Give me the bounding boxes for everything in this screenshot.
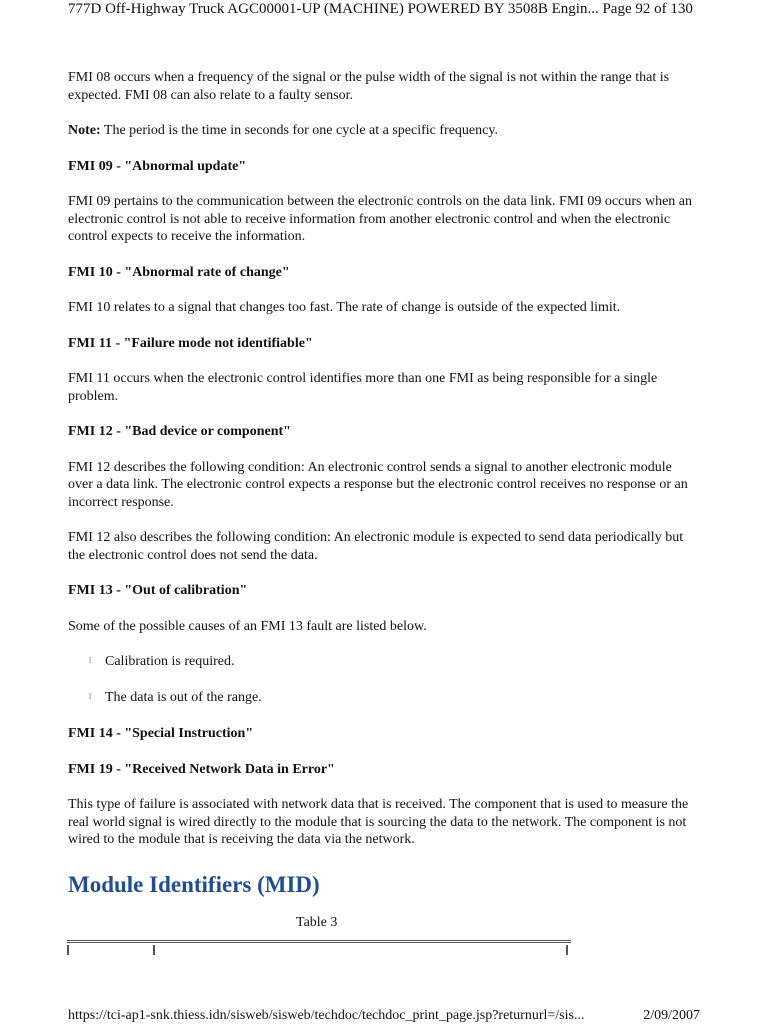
list-item (68, 653, 700, 671)
fmi08-paragraph: FMI 08 occurs when a frequency of the signal or the pulse width of the signal is not within the range that is expected. FMI 08 can also relate to a faulty sensor. (68, 70, 670, 103)
fmi11-paragraph: FMI 11 occurs when the electronic control identifies more than one FMI as being responsible for a single problem. (68, 371, 658, 404)
page-header (68, 0, 708, 18)
bullet-icon: l (89, 656, 92, 665)
fmi09-heading: FMI 09 - "Abnormal update" (68, 158, 247, 174)
fmi13-paragraph: Some of the possible causes of an FMI 13 fault are listed below. (68, 618, 427, 634)
table-column-divider (566, 945, 568, 955)
document-body (68, 69, 700, 899)
fmi12-heading: FMI 12 - "Bad device or component" (68, 424, 291, 439)
bullet-icon: l (89, 692, 92, 701)
table-top-border (67, 940, 571, 955)
table-column-divider (67, 945, 69, 955)
fmi13-heading: FMI 13 - "Out of calibration" (68, 583, 248, 598)
list-item (68, 689, 700, 707)
note-label: Note: (68, 123, 101, 138)
table-column-divider (153, 945, 155, 955)
note-text: The period is the time in seconds for one cycle at a specific frequency. (100, 123, 498, 138)
fmi19-paragraph: This type of failure is associated with network data that is received. The component that is used to measure the real world signal is wired directly to the module that is sourcing the data to the network. The component is not wired to the module that is receiving the data via the network. (68, 797, 689, 847)
fmi14-heading: FMI 14 - "Special Instruction" (68, 726, 254, 741)
note-paragraph (68, 122, 700, 140)
fmi12-paragraph-1: FMI 12 describes the following condition: An electronic control sends a signal to another electronic module over a data link. The electronic control expects a response but the electronic control receives no response or an incorrect response. (68, 459, 688, 510)
fmi19-heading: FMI 19 - "Received Network Data in Error" (68, 761, 335, 777)
fmi09-paragraph: FMI 09 pertains to the communication between the electronic controls on the data link. FMI 09 occurs when an electronic control is not able to receive information from another electronic control and when the electronic control expects to receive the information. (68, 194, 693, 244)
fmi10-paragraph: FMI 10 relates to a signal that changes too fast. The rate of change is outside of the expected limit. (68, 300, 621, 315)
section-title: Module Identifiers (MID) (68, 871, 320, 897)
list-item-text: Calibration is required. (105, 654, 235, 669)
document-title: 777D Off-Highway Truck AGC00001-UP (MACHINE) POWERED BY 3508B Engin... (68, 1, 599, 17)
footer-url: https://tci-ap1-snk.thiess.idn/sisweb/sisweb/techdoc/techdoc_print_page.jsp?returnurl=/sis... (68, 1008, 585, 1023)
page-number: Page 92 of 130 (602, 1, 693, 17)
footer-date: 2/09/2007 (643, 1008, 700, 1023)
page-footer (68, 1007, 700, 1024)
fmi11-heading: FMI 11 - "Failure mode not identifiable" (68, 335, 313, 351)
list-item-text: The data is out of the range. (105, 690, 262, 705)
fmi10-heading: FMI 10 - "Abnormal rate of change" (68, 264, 290, 280)
table-caption: Table 3 (296, 915, 338, 930)
fmi12-paragraph-2: FMI 12 also describes the following condition: An electronic module is expected to send data periodically but the electronic control does not send the data. (68, 530, 684, 563)
